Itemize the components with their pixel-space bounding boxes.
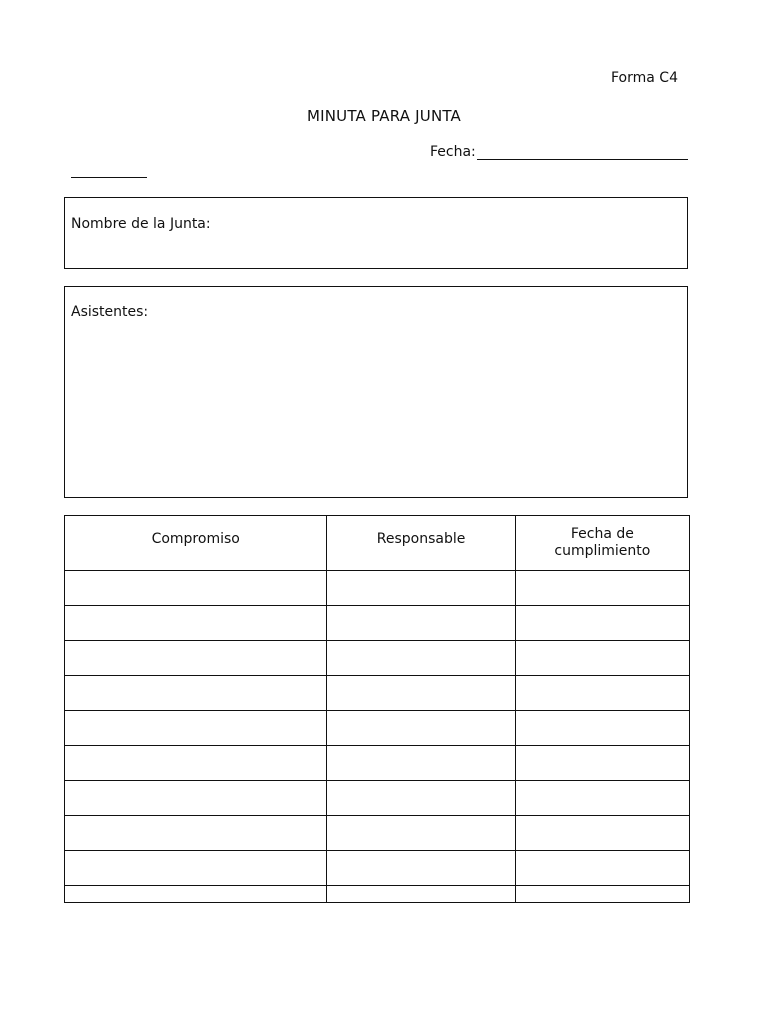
due-date-cell[interactable] [515,746,689,781]
short-signature-rule [71,177,147,178]
due-date-cell[interactable] [515,816,689,851]
table-row [65,781,690,816]
column-header-responsible: Responsable [327,516,515,571]
due-date-cell[interactable] [515,606,689,641]
commitment-cell[interactable] [65,606,327,641]
due-date-cell[interactable] [515,886,689,903]
responsible-cell[interactable] [327,781,515,816]
commitment-cell[interactable] [65,851,327,886]
commitment-cell[interactable] [65,676,327,711]
table-row [65,816,690,851]
responsible-cell[interactable] [327,641,515,676]
form-code: Forma C4 [611,70,678,86]
commitment-cell[interactable] [65,746,327,781]
responsible-cell[interactable] [327,676,515,711]
table-row [65,676,690,711]
attendees-box[interactable] [64,286,688,498]
date-underline[interactable] [477,144,688,160]
table-row [65,886,690,903]
commitment-cell[interactable] [65,571,327,606]
table-row [65,746,690,781]
commitments-table [64,515,690,903]
responsible-cell[interactable] [327,711,515,746]
responsible-cell[interactable] [327,816,515,851]
responsible-cell[interactable] [327,606,515,641]
commitment-cell[interactable] [65,711,327,746]
due-date-cell[interactable] [515,711,689,746]
meeting-name-label: Nombre de la Junta: [71,216,211,232]
commitment-cell[interactable] [65,816,327,851]
responsible-cell[interactable] [327,746,515,781]
column-header-commitment: Compromiso [65,516,327,571]
date-field[interactable] [430,144,688,160]
table-row [65,851,690,886]
responsible-cell[interactable] [327,571,515,606]
due-date-cell[interactable] [515,781,689,816]
commitments-header-row [65,516,690,571]
attendees-label: Asistentes: [71,304,149,320]
due-date-cell[interactable] [515,641,689,676]
table-row [65,606,690,641]
due-date-cell[interactable] [515,571,689,606]
column-header-due-date: Fecha de cumplimiento [515,516,689,571]
meeting-name-box[interactable] [64,197,688,269]
commitment-cell[interactable] [65,781,327,816]
table-row [65,641,690,676]
commitment-cell[interactable] [65,886,327,903]
table-row [65,571,690,606]
due-date-cell[interactable] [515,851,689,886]
responsible-cell[interactable] [327,851,515,886]
commitment-cell[interactable] [65,641,327,676]
responsible-cell[interactable] [327,886,515,903]
document-title: MINUTA PARA JUNTA [306,107,462,125]
due-date-cell[interactable] [515,676,689,711]
table-row [65,711,690,746]
date-label: Fecha: [430,144,476,160]
